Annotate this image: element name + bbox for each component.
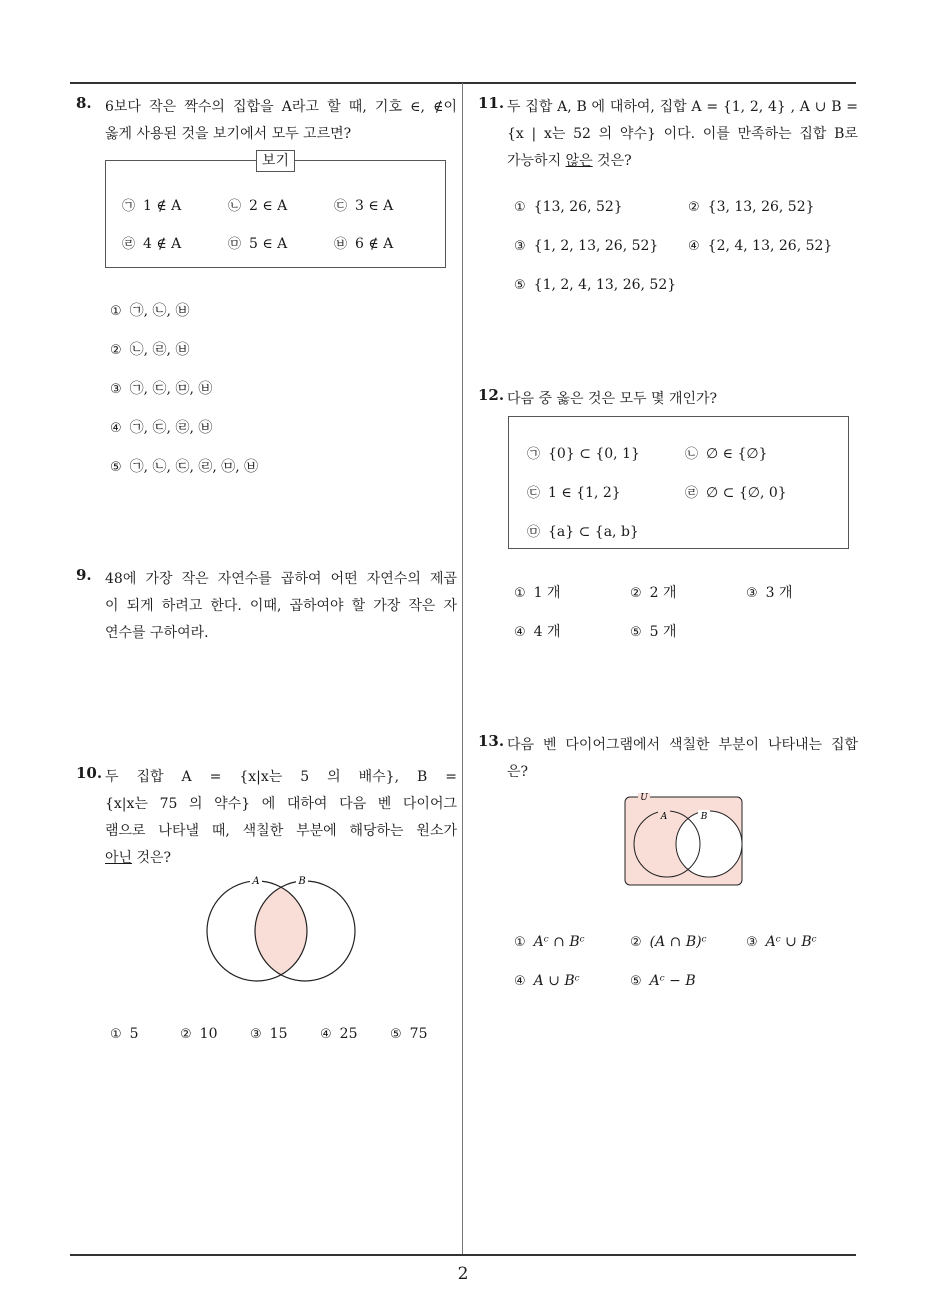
- venn-label-a: A: [660, 812, 668, 822]
- answer-option-4[interactable]: ④ 25: [320, 1026, 358, 1042]
- question-line: 두 집합 A = {x|x는 5 의 배수}, B =: [105, 769, 457, 785]
- column-divider: [462, 83, 463, 1255]
- statement-item: ㉡ ∅ ∈ {∅}: [685, 446, 768, 462]
- example-item: ㉤ 5 ∈ A: [228, 236, 288, 252]
- answer-option-1[interactable]: ① 1 개: [514, 585, 561, 601]
- answer-option-3[interactable]: ③ {1, 2, 13, 26, 52}: [514, 238, 659, 254]
- answer-option-3[interactable]: ③ ㉠, ㉢, ㉤, ㉥: [110, 381, 213, 397]
- question-line: 연수를 구하여라.: [105, 625, 209, 641]
- statement-item: ㉣ ∅ ⊂ {∅, 0}: [685, 485, 787, 501]
- question-number: 11.: [478, 94, 505, 112]
- page-number: 2: [457, 1264, 469, 1284]
- answer-option-4[interactable]: ④ 4 개: [514, 624, 561, 640]
- underlined-word: 않은: [565, 153, 593, 169]
- answer-option-1[interactable]: ① {13, 26, 52}: [514, 199, 623, 215]
- question-number: 10.: [76, 764, 103, 782]
- question-text: [507, 94, 858, 175]
- question-number: 13.: [478, 732, 505, 750]
- question-line: 램으로 나타낼 때, 색칠한 부분에 해당하는 원소가: [105, 823, 457, 839]
- answer-option-3[interactable]: ③ 3 개: [746, 585, 793, 601]
- question-line: 다음 중 옳은 것은 모두 몇 개인가?: [507, 391, 718, 407]
- answer-option-1[interactable]: ① ㉠, ㉡, ㉥: [110, 303, 190, 319]
- venn-diagram-universal: [624, 793, 744, 888]
- question-text: [105, 764, 457, 872]
- venn-label-u: U: [640, 793, 648, 803]
- answer-option-5[interactable]: ⑤ 5 개: [630, 624, 677, 640]
- bottom-rule: [70, 1254, 856, 1256]
- answer-option-4[interactable]: ④ ㉠, ㉢, ㉣, ㉥: [110, 420, 213, 436]
- question-line: 다음 벤 다이어그램에서 색칠한 부분이 나타내는 집합: [507, 737, 858, 753]
- answer-option-5[interactable]: ⑤ 75: [390, 1026, 428, 1042]
- question-13: [478, 732, 860, 1002]
- answer-option-4[interactable]: ④ A ∪ Bᶜ: [514, 973, 580, 989]
- question-line: 6보다 작은 짝수의 집합을 A라고 할 때, 기호 ∈, ∉이: [105, 99, 457, 115]
- question-line: 48에 가장 작은 자연수를 곱하여 어떤 자연수의 제곱: [105, 571, 457, 587]
- statement-item: ㉢ 1 ∈ {1, 2}: [527, 485, 621, 501]
- question-10: [76, 764, 456, 1054]
- question-11: [478, 94, 860, 304]
- question-text: [507, 732, 858, 786]
- venn-label-b: B: [298, 876, 306, 887]
- answer-option-2[interactable]: ② (A ∩ B)ᶜ: [630, 934, 707, 950]
- answer-option-5[interactable]: ⑤ ㉠, ㉡, ㉢, ㉣, ㉤, ㉥: [110, 459, 259, 475]
- statement-box: [508, 416, 849, 549]
- answer-option-2[interactable]: ② {3, 13, 26, 52}: [688, 199, 815, 215]
- question-line: {x | x는 52 의 약수} 이다. 이를 만족하는 집합 B로: [507, 126, 858, 142]
- question-text: [105, 94, 457, 148]
- question-number: 12.: [478, 386, 505, 404]
- answer-option-3[interactable]: ③ 15: [250, 1026, 288, 1042]
- answer-option-2[interactable]: ② 10: [180, 1026, 218, 1042]
- example-item: ㉡ 2 ∈ A: [228, 198, 288, 214]
- question-line: 가능하지 않은 것은?: [507, 153, 632, 169]
- example-item: ㉢ 3 ∈ A: [334, 198, 394, 214]
- example-item: ㉥ 6 ∉ A: [334, 236, 394, 252]
- example-box-title: 보기: [256, 150, 295, 172]
- question-8: [76, 94, 456, 494]
- question-number: 8.: [76, 94, 92, 112]
- answer-option-5[interactable]: ⑤ Aᶜ − B: [630, 973, 696, 989]
- question-text: [507, 386, 858, 413]
- question-line: 옳게 사용된 것을 보기에서 모두 고르면?: [105, 126, 352, 142]
- venn-label-b: B: [700, 812, 708, 822]
- venn-diagram-intersection: [206, 878, 356, 983]
- example-box: [105, 153, 446, 268]
- answer-option-1[interactable]: ① Aᶜ ∩ Bᶜ: [514, 934, 585, 950]
- answer-option-2[interactable]: ② 2 개: [630, 585, 677, 601]
- question-line: {x|x는 75 의 약수} 에 대하여 다음 벤 다이어그: [105, 796, 457, 812]
- answer-option-3[interactable]: ③ Aᶜ ∪ Bᶜ: [746, 934, 817, 950]
- statement-item: ㉠ {0} ⊂ {0, 1}: [527, 446, 640, 462]
- question-12: [478, 386, 860, 646]
- answer-option-4[interactable]: ④ {2, 4, 13, 26, 52}: [688, 238, 833, 254]
- underlined-word: 아닌: [105, 850, 133, 866]
- top-rule: [70, 82, 856, 84]
- venn-label-a: A: [252, 876, 260, 887]
- example-item: ㉠ 1 ∉ A: [122, 198, 182, 214]
- question-9: [76, 566, 456, 656]
- answer-option-1[interactable]: ① 5: [110, 1026, 139, 1042]
- statement-item: ㉤ {a} ⊂ {a, b}: [527, 524, 639, 540]
- example-item: ㉣ 4 ∉ A: [122, 236, 182, 252]
- question-line: 은?: [507, 764, 529, 780]
- answer-option-5[interactable]: ⑤ {1, 2, 4, 13, 26, 52}: [514, 277, 677, 293]
- question-text: [105, 566, 457, 647]
- question-line: 아닌 것은?: [105, 850, 172, 866]
- answer-option-2[interactable]: ② ㉡, ㉣, ㉥: [110, 342, 190, 358]
- question-line: 이 되게 하려고 한다. 이때, 곱하여야 할 가장 작은 자: [105, 598, 457, 614]
- question-line: 두 집합 A, B 에 대하여, 집합 A = {1, 2, 4} , A ∪ B =: [507, 99, 858, 115]
- question-number: 9.: [76, 566, 92, 584]
